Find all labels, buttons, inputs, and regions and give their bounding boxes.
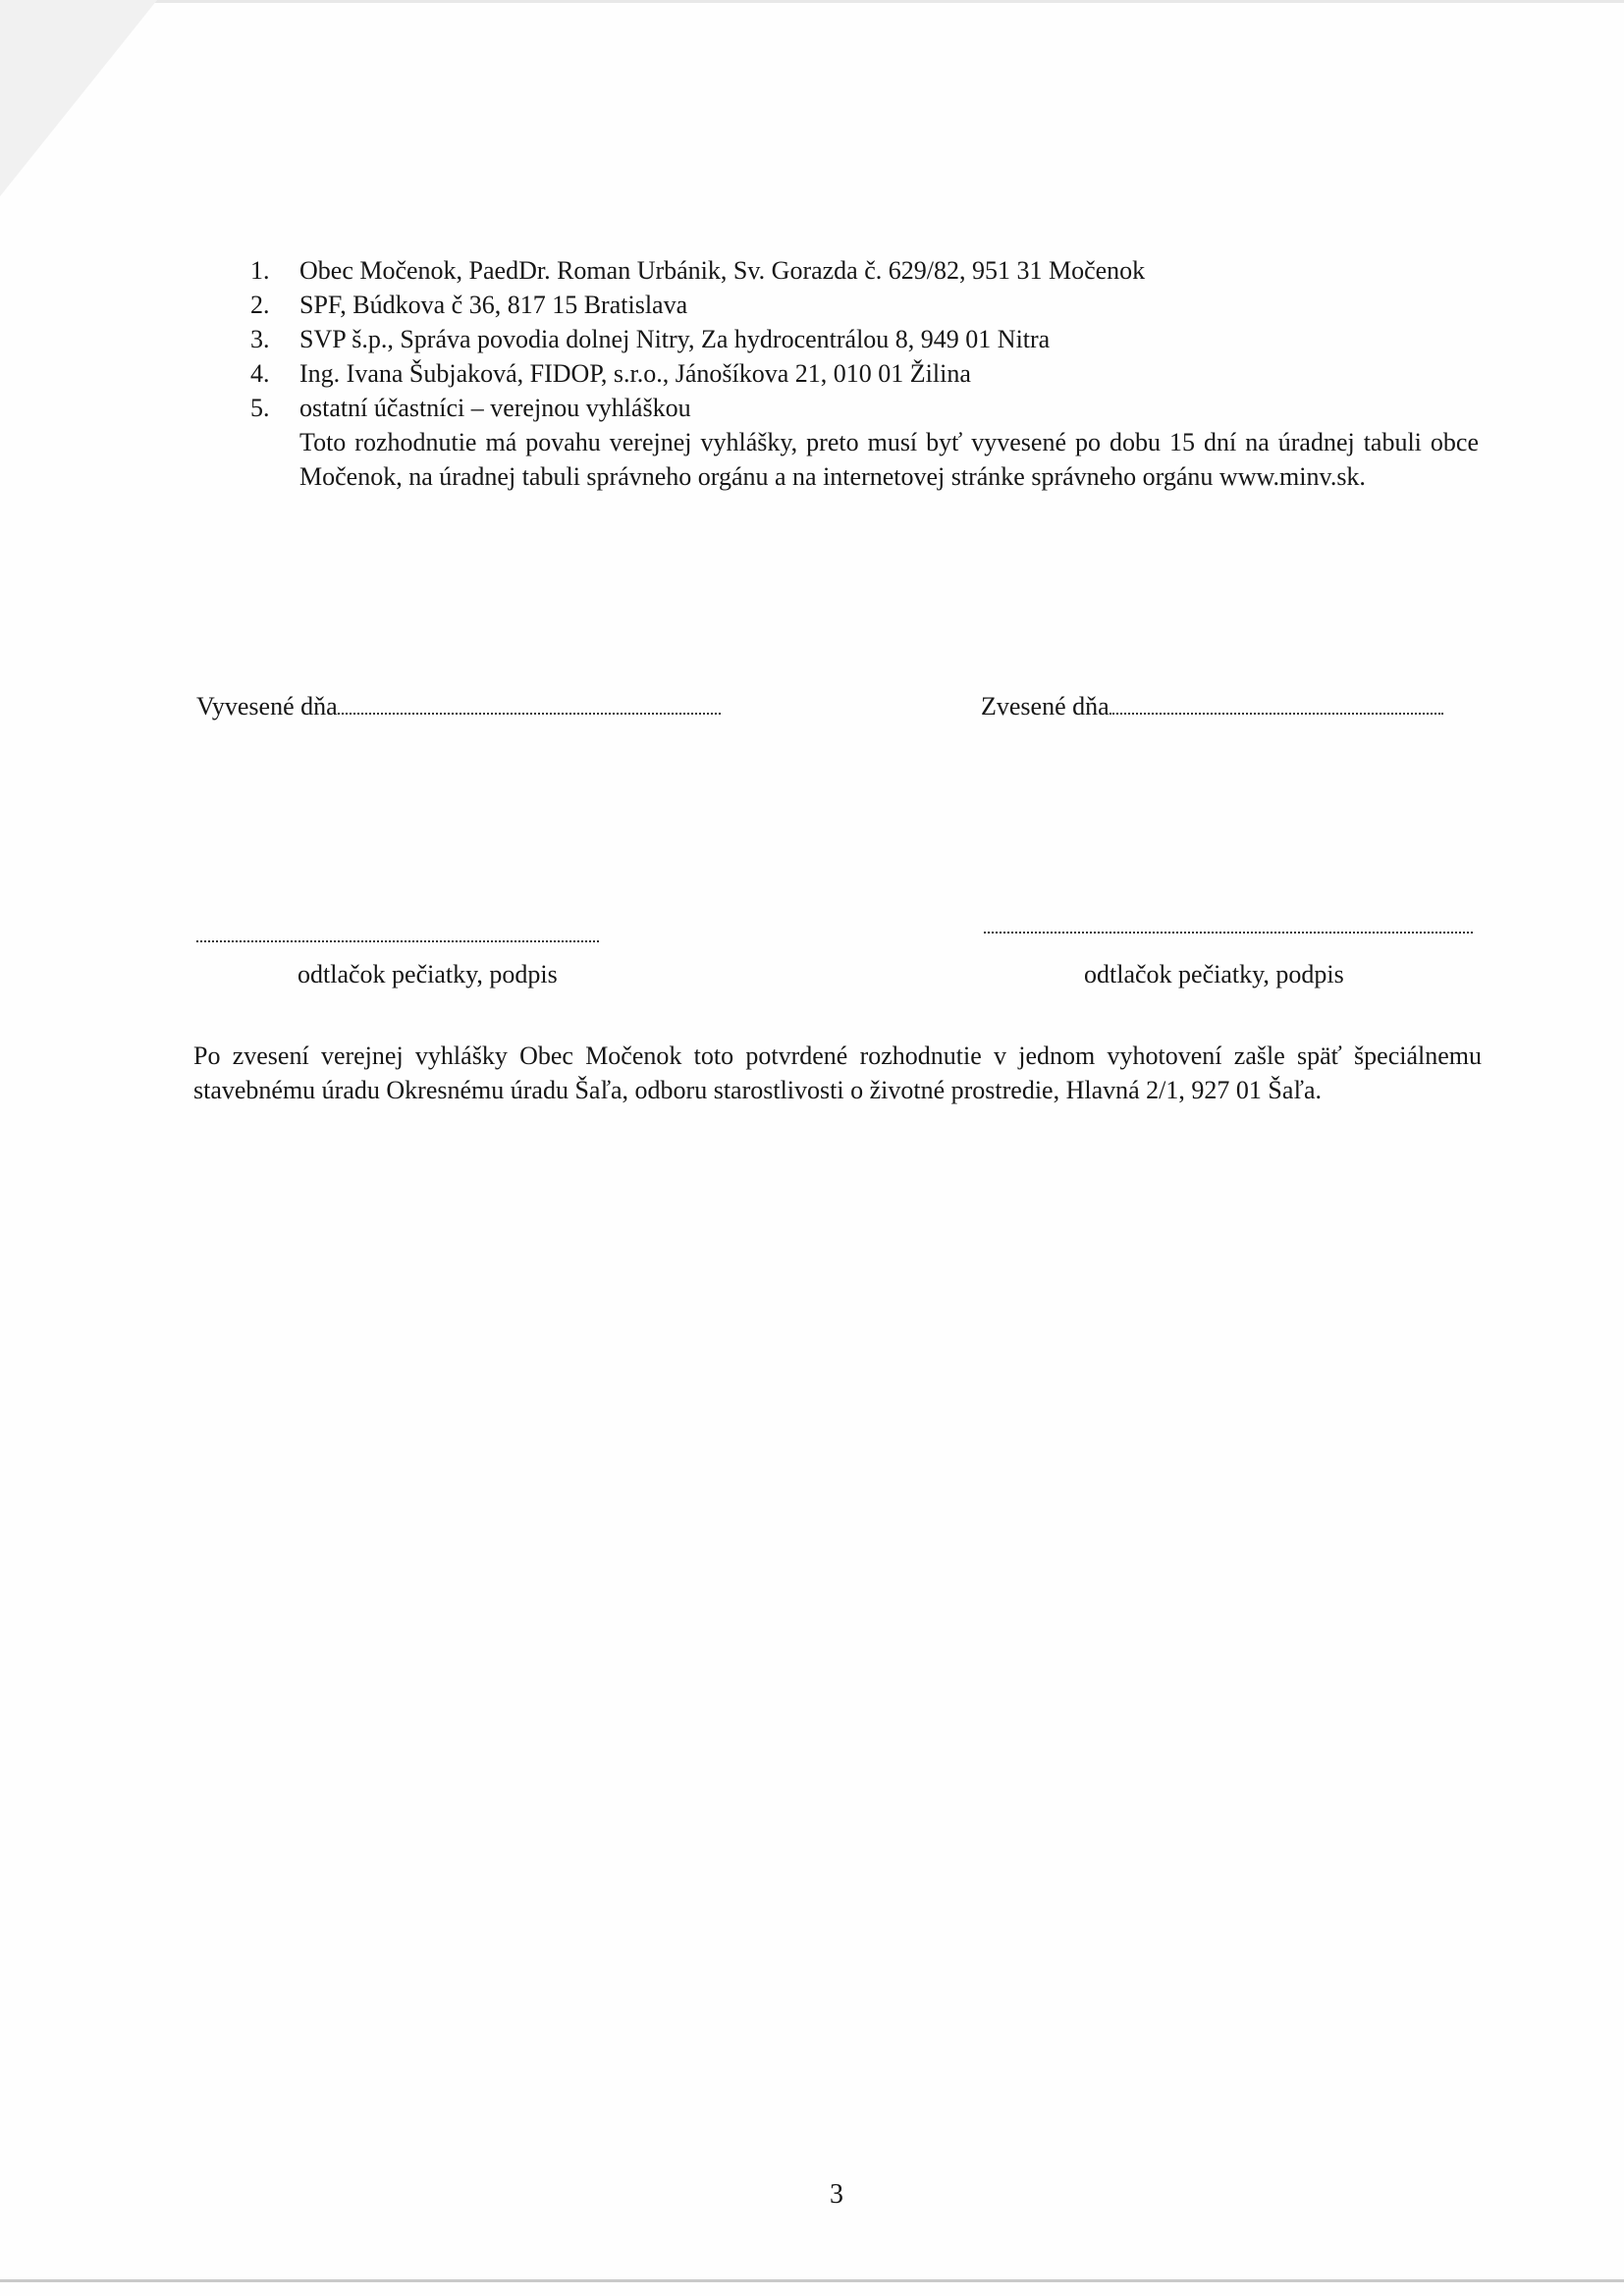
- removed-date-blank: [1110, 693, 1443, 715]
- list-item: [250, 391, 1478, 425]
- list-item: [250, 356, 1478, 391]
- scan-top-edge: [0, 0, 1624, 3]
- page-number: 3: [830, 2179, 843, 2210]
- list-item: [250, 288, 1478, 322]
- list-item-number: 5.: [250, 394, 270, 422]
- list-item-number: 1.: [250, 256, 270, 285]
- list-item-text: ostatní účastníci – verejnou vyhláškou: [299, 394, 691, 422]
- list-item-number: 3.: [250, 325, 270, 353]
- recipients-list: [250, 253, 1478, 425]
- posted-date-field: [196, 689, 721, 723]
- right-signature-label: odtlačok pečiatky, podpis: [1084, 960, 1344, 988]
- posted-date-blank: [338, 693, 721, 715]
- list-item-number: 4.: [250, 359, 270, 388]
- scan-corner-shadow: [0, 0, 157, 196]
- public-notice-paragraph: Toto rozhodnutie má povahu verejnej vyhlášky, preto musí byť vyvesené po dobu 15 dní na úradnej tabuli obce Močenok, na úradnej tabuli správneho orgánu a na internetovej stránke správneho orgánu www.minv.sk.: [299, 428, 1479, 491]
- list-item-text: Obec Močenok, PaedDr. Roman Urbánik, Sv. Gorazda č. 629/82, 951 31 Močenok: [299, 256, 1146, 285]
- list-item-number: 2.: [250, 291, 270, 319]
- left-signature-line: [196, 940, 599, 942]
- removed-date-field: [981, 689, 1443, 723]
- list-item: [250, 253, 1478, 288]
- posted-date-label: Vyvesené dňa: [196, 692, 338, 721]
- list-item-text: Ing. Ivana Šubjaková, FIDOP, s.r.o., Jánošíkova 21, 010 01 Žilina: [299, 359, 971, 388]
- list-item-text: SVP š.p., Správa povodia dolnej Nitry, Za hydrocentrálou 8, 949 01 Nitra: [299, 325, 1051, 353]
- left-signature-label: odtlačok pečiatky, podpis: [298, 960, 558, 988]
- scan-bottom-edge: [0, 2279, 1624, 2282]
- list-item-text: SPF, Búdkova č 36, 817 15 Bratislava: [299, 291, 688, 319]
- removed-date-label: Zvesené dňa: [981, 692, 1110, 721]
- right-signature-line: [984, 932, 1473, 934]
- list-item: [250, 322, 1478, 356]
- closing-paragraph: Po zvesení verejnej vyhlášky Obec Močenok toto potvrdené rozhodnutie v jednom vyhotovení zašle späť špeciálnemu stavebnému úradu Okresnému úradu Šaľa, odboru starostlivosti o životné prostredie, Hlavná 2/1, 927 01 Šaľa.: [193, 1041, 1482, 1104]
